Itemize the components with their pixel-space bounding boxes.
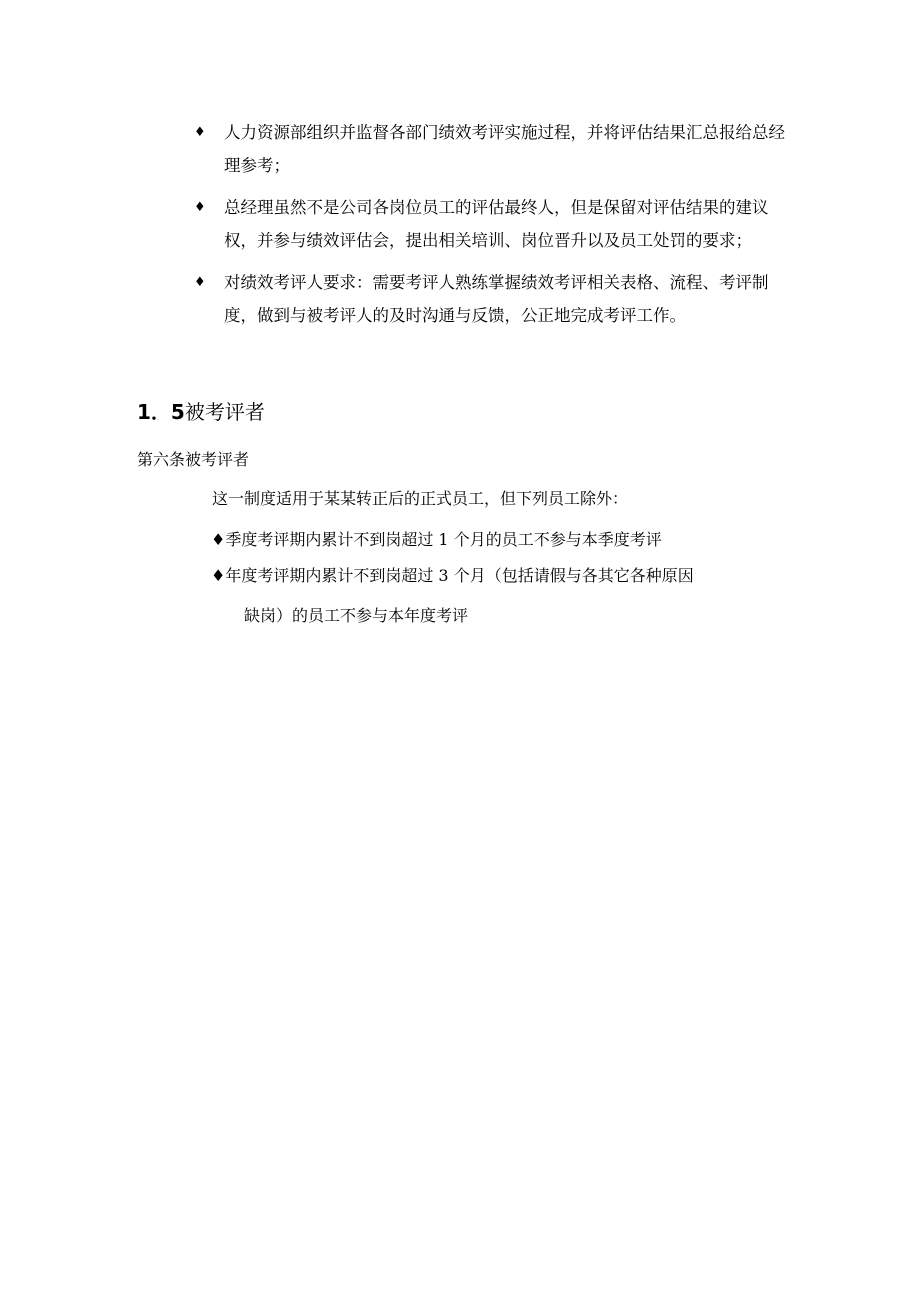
section-heading	[137, 394, 265, 430]
list-item	[190, 116, 790, 182]
list-item-text: 人力资源部组织并监督各部门绩效考评实施过程，并将评估结果汇总报给总经理参考；	[224, 123, 785, 175]
diamond-bullet-icon: ♦	[194, 200, 206, 215]
exclusion-text-continued: 缺岗）的员工不参与本年度考评	[244, 606, 469, 625]
exclusion-item	[211, 522, 731, 558]
list-item	[190, 266, 790, 332]
section-title: 被考评者	[184, 400, 265, 424]
diamond-bullet-icon: ♦	[194, 275, 206, 290]
article-intro: 这一制度适用于某某转正后的正式员工，但下列员工除外：	[212, 489, 629, 508]
exclusion-item	[211, 558, 731, 634]
list-item-text: 对绩效考评人要求：需要考评人熟练掌握绩效考评相关表格、流程、考评制度，做到与被考评人的及时沟通与反馈，公正地完成考评工作。	[224, 273, 769, 325]
section-number: 1．5	[137, 400, 185, 424]
article-title: 第六条被考评者	[137, 450, 250, 469]
diamond-bullet-icon: ♦	[194, 125, 206, 140]
list-item-text: 总经理虽然不是公司各岗位员工的评估最终人，但是保留对评估结果的建议权，并参与绩效评估会，提出相关培训、岗位晋升以及员工处罚的要求；	[224, 198, 769, 250]
exclusion-text: ♦年度考评期内累计不到岗超过 3 个月（包括请假与各其它各种原因	[211, 566, 694, 585]
exclusion-text: ♦季度考评期内累计不到岗超过 1 个月的员工不参与本季度考评	[211, 530, 662, 549]
exclusion-list	[211, 522, 731, 634]
responsibility-list	[190, 116, 790, 341]
list-item	[190, 191, 790, 257]
